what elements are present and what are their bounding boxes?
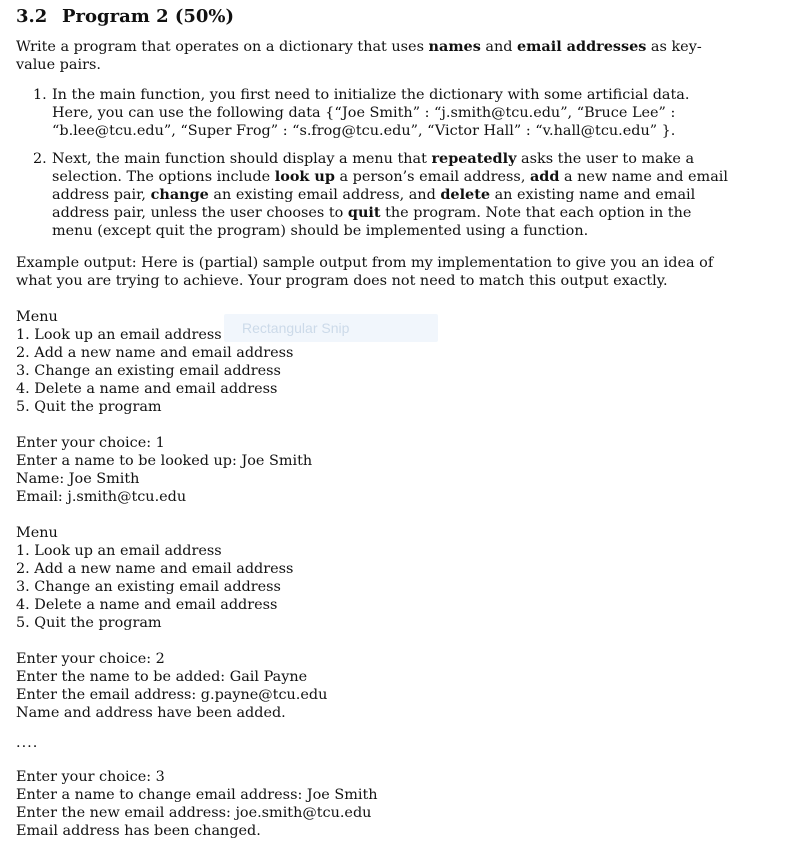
item-text: Next, the main function should display a menu that (52, 151, 432, 167)
output-line: Email address has been changed. (16, 823, 261, 839)
output-line: Enter a name to change email address: Joe Smith (16, 787, 378, 803)
bold-term: quit (347, 204, 381, 221)
intro-text: Write a program that operates on a dictionary that uses (16, 39, 429, 55)
menu-line: 3. Change an existing email address (16, 363, 281, 379)
example-paragraph: Example output: Here is (partial) sample output from my implementation to give you an idea of what you are trying to achieve. Your program does not need to match this output exactly. (16, 255, 714, 289)
session-block-1 (16, 434, 728, 506)
requirement-item-2 (16, 150, 728, 240)
output-line: Email: j.smith@tcu.edu (16, 489, 187, 505)
menu-line: 2. Add a new name and email address (16, 561, 294, 577)
section-heading (16, 4, 728, 30)
section-title: Program 2 (50%) (62, 6, 235, 27)
bold-term: change (150, 186, 209, 203)
menu-block (16, 524, 728, 632)
intro-text: and (480, 39, 518, 55)
session-block-2 (16, 650, 728, 722)
item-text: a new name and email address pair, (52, 169, 728, 203)
output-line: Enter your choice: 3 (16, 769, 165, 785)
document-page (16, 4, 728, 840)
output-line: Name: Joe Smith (16, 471, 140, 487)
item-number: 1. (33, 87, 47, 103)
output-line: Name and address have been added. (16, 705, 286, 721)
item-text: In the main function, you first need to initialize the dictionary with some artificial data. Here, you can use the following data {“Joe Smith” : “j.smith@tcu.edu”, “Bruce Lee” : “b.lee@tcu.edu”, “Super Frog” : “s.frog@tcu.edu”, “Victor Hall” : “v.hall@tcu.edu” }. (52, 87, 690, 139)
menu-line: 1. Look up an email address (16, 327, 222, 343)
intro-bold-emails: email addresses (517, 38, 647, 55)
item-text: a person’s email address, (334, 169, 530, 185)
menu-line: Menu (16, 525, 58, 541)
item-text: an existing email address, and (208, 187, 441, 203)
menu-line: 4. Delete a name and email address (16, 381, 278, 397)
bold-term: delete (440, 186, 491, 203)
item-text: asks the user to make a selection. The options include (52, 151, 695, 185)
session-block-3 (16, 768, 728, 840)
rectangular-snip-overlay: Rectangular Snip (224, 314, 438, 342)
output-line: Enter the name to be added: Gail Payne (16, 669, 308, 685)
output-line: Enter your choice: 2 (16, 651, 165, 667)
bold-term: look up (274, 168, 335, 185)
intro-text: as key-value pairs. (16, 39, 702, 73)
item-number: 2. (33, 151, 47, 167)
section-number: 3.2 (16, 6, 48, 27)
item-text: an existing name and email address pair, unless the user chooses to (52, 187, 696, 221)
menu-line: 5. Quit the program (16, 615, 162, 631)
output-line: Enter the new email address: joe.smith@tcu.edu (16, 805, 372, 821)
menu-line: 1. Look up an email address (16, 543, 222, 559)
bold-term: add (529, 168, 560, 185)
item-text: the program. Note that each option in the menu (except quit the program) should be implemented using a function. (52, 205, 692, 239)
output-line: Enter a name to be looked up: Joe Smith (16, 453, 313, 469)
requirements-list (16, 86, 728, 240)
ellipsis: .... (16, 735, 39, 751)
output-line: Enter your choice: 1 (16, 435, 165, 451)
bold-term: repeatedly (431, 150, 517, 167)
menu-line: 5. Quit the program (16, 399, 162, 415)
requirement-item-1 (16, 86, 728, 140)
intro-bold-names: names (428, 38, 481, 55)
intro-paragraph (16, 38, 728, 74)
output-line: Enter the email address: g.payne@tcu.edu (16, 687, 328, 703)
menu-line: Menu (16, 309, 58, 325)
menu-line: 3. Change an existing email address (16, 579, 281, 595)
menu-line: 4. Delete a name and email address (16, 597, 278, 613)
menu-line: 2. Add a new name and email address (16, 345, 294, 361)
